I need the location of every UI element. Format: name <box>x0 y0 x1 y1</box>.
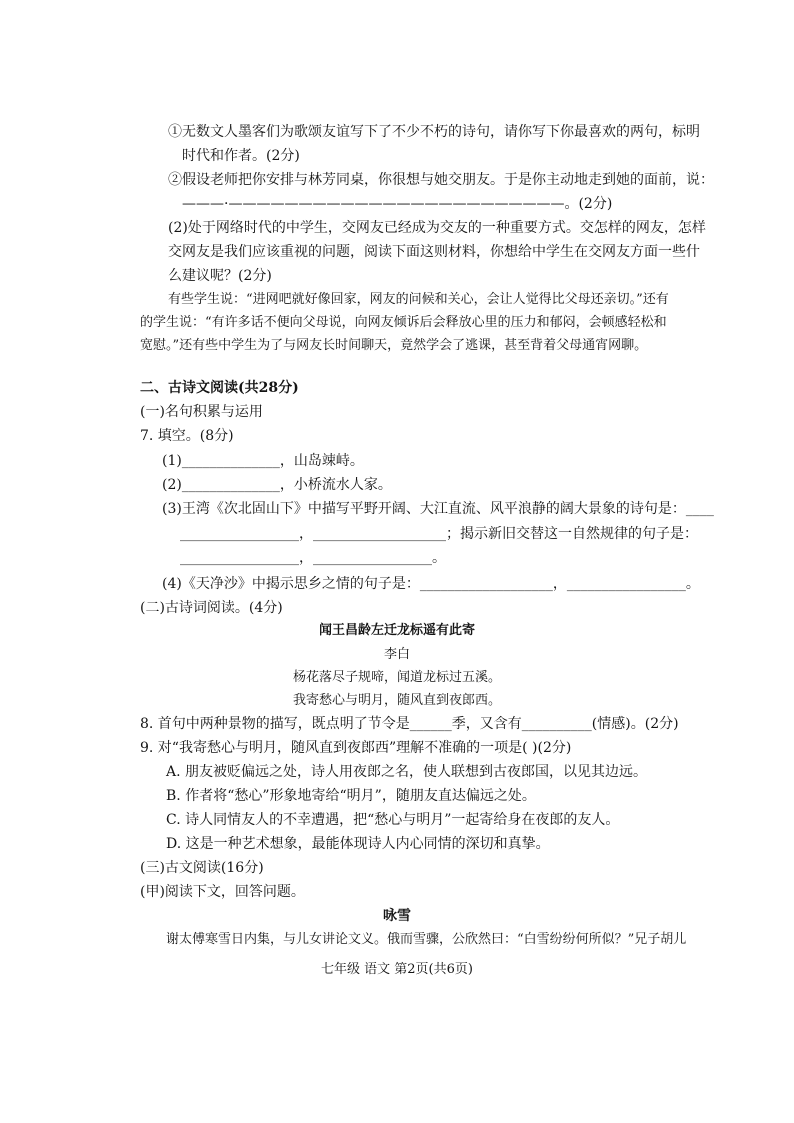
q6-sub2-line1: ②假设老师把你安排与林芳同桌，你很想与她交朋友。于是你主动地走到她的面前，说： <box>168 172 714 188</box>
material-line2: 的学生说：“有许多话不便向父母说，向网友倾诉后会释放心里的压力和郁闷，会顿感轻松和 <box>140 315 667 330</box>
q9-option-a: A. 朋友被贬偏远之处，诗人用夜郎之名，使人联想到古夜郎国，以见其边远。 <box>166 764 648 780</box>
q6-sub1-line1: ①无数文人墨客们为歌颂友谊写下了不少不朽的诗句，请你写下你最喜欢的两句，标明 <box>168 124 700 140</box>
poem-author: 李白 <box>383 647 410 662</box>
section2-part3: (三)古文阅读(16分) <box>140 860 264 876</box>
q7-title: 7. 填空。(8分) <box>140 428 234 444</box>
q7-item3-line3: _________________，_________________。 <box>180 550 446 566</box>
section2-part1: (一)名句积累与运用 <box>140 404 263 420</box>
material-line1: 有些学生说：“进网吧就好像回家，网友的问候和关心，会让人觉得比父母还亲切。”还有 <box>168 292 669 307</box>
q6-sub1-line2: 时代和作者。(2分) <box>182 148 300 164</box>
q9-option-b: B. 作者将“愁心”形象地寄给“明月”，随朋友直达偏远之处。 <box>166 788 536 804</box>
page-footer: 七年级 语文 第2页(共6页) <box>321 962 473 977</box>
q6-part2-line1: (2)处于网络时代的中学生，交网友已经成为交友的一种重要方式。交怎样的网友，怎样 <box>168 220 706 236</box>
poem-line2: 我寄愁心与明月，随风直到夜郎西。 <box>292 693 501 708</box>
section2-heading: 二、古诗文阅读(共28分) <box>140 380 299 396</box>
poem-line1: 杨花落尽子规啼，闻道龙标过五溪。 <box>292 670 501 685</box>
prose-title: 咏雪 <box>383 908 411 924</box>
q9-option-d: D. 这是一种艺术想象，最能体现诗人内心同情的深切和真挚。 <box>166 836 550 852</box>
poem-title: 闻王昌龄左迁龙标遥有此寄 <box>318 623 475 638</box>
prose-line1: 谢太傅寒雪日内集，与儿女讲论文义。俄而雪骤，公欣然曰：“白雪纷纷何所似？”兄子胡儿 <box>166 932 687 947</box>
q9-option-c: C. 诗人同情友人的不幸遭遇，把“愁心与明月”一起寄给身在夜郎的友人。 <box>166 812 620 828</box>
q9: 9. 对“我寄愁心与明月，随风直到夜郎西”理解不准确的一项是( )(2分) <box>140 740 572 756</box>
q6-sub2-line2: ———·————————————————————————。(2分) <box>182 196 613 212</box>
q7-item3-line1: (3)王湾《次北固山下》中描写平野开阔、大江直流、风平浪静的阔大景象的诗句是：____ <box>162 501 714 517</box>
q7-item4: (4)《天净沙》中揭示思乡之情的句子是：___________________，_________________。 <box>162 576 700 592</box>
q8: 8. 首句中两种景物的描写，既点明了节令是______季，又含有__________(情感)。(2分) <box>140 716 679 732</box>
q6-part2-line2: 交网友是我们应该重视的问题，阅读下面这则材料，你想给中学生在交网友方面一些什 <box>168 244 700 260</box>
section2-part3-a: (甲)阅读下文，回答问题。 <box>140 884 305 900</box>
q6-part2-line3: 么建议呢？(2分) <box>168 268 272 284</box>
q7-item3-line2: _________________，___________________；揭示新旧交替这一自然规律的句子是： <box>180 526 698 542</box>
material-line3: 宽慰。”还有些中学生为了与网友长时间聊天，竟然学会了逃课，甚至背着父母通宵网聊。 <box>140 338 648 353</box>
q7-item1: (1)______________，山岛竦峙。 <box>162 453 364 469</box>
section2-part2: (二)古诗词阅读。(4分) <box>140 600 283 616</box>
q7-item2: (2)______________，小桥流水人家。 <box>162 477 392 493</box>
